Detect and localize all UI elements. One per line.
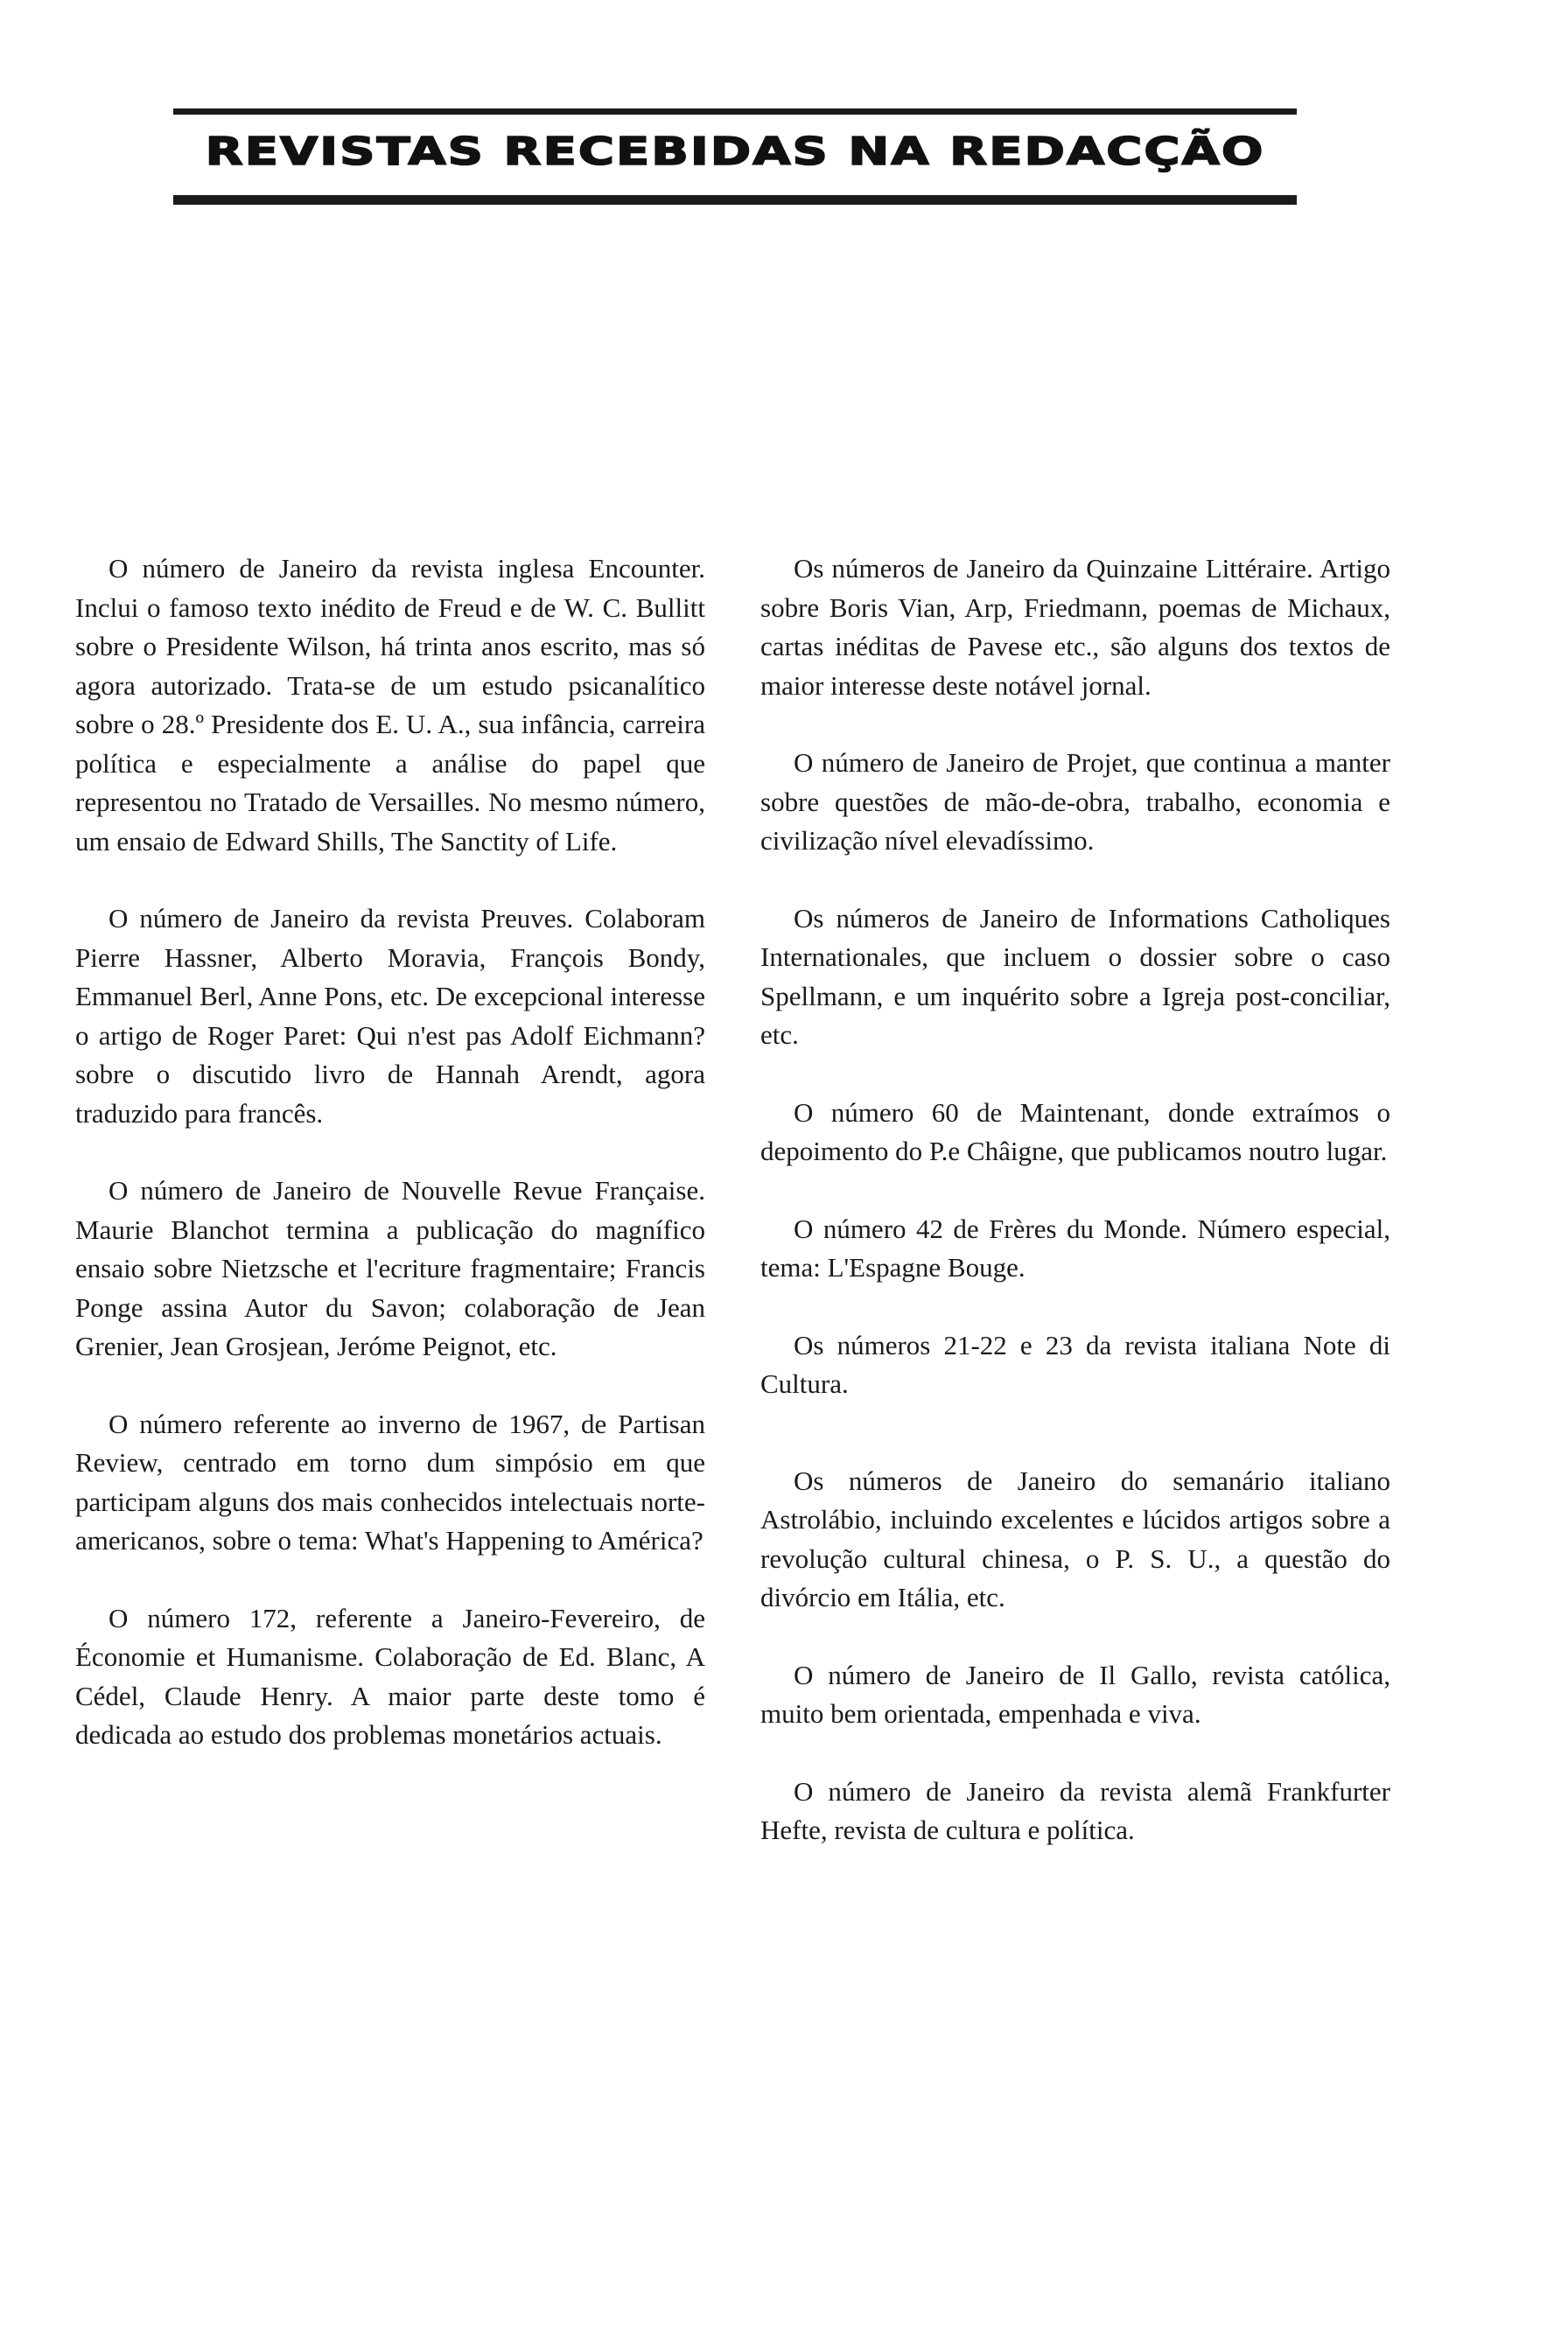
entry-freres-du-monde: O número 42 de Frères du Monde. Número especial, tema: L'Espagne Bouge. [760, 1213, 1390, 1283]
entry-maintenant: O número 60 de Maintenant, donde extraímos o depoimento do P.e Châigne, que publicamos noutro lugar. [760, 1096, 1390, 1166]
entry-partisan-review: O número referente ao inverno de 1967, de Partisan Review, centrado em torno dum simpósio em que participam alguns dos mais conhecidos intelectuais norte-americanos, sobre o tema: What's Happening to América? [75, 1408, 705, 1556]
entry-economie-et-humanisme: O número 172, referente a Janeiro-Fevereiro, de Économie et Humanisme. Colaboração de Ed. Blanc, A Cédel, Claude Henry. A maior parte deste tomo é dedicada ao estudo dos problemas monetários actuais. [75, 1602, 705, 1750]
page-title: REVISTAS RECEBIDAS NA REDACÇÃO [205, 129, 1265, 174]
header-top-rule [173, 108, 1297, 115]
entry-quinzaine-litteraire: Os números de Janeiro da Quinzaine Littéraire. Artigo sobre Boris Vian, Arp, Friedmann, poemas de Michaux, cartas inéditas de Pavese etc., são alguns dos textos de maior interesse deste notável jornal. [760, 553, 1390, 701]
entry-note-di-cultura: Os números 21-22 e 23 da revista italiana Note di Cultura. [760, 1329, 1390, 1399]
entry-preuves: O número de Janeiro da revista Preuves. Colaboram Pierre Hassner, Alberto Moravia, François Bondy, Emmanuel Berl, Anne Pons, etc. De excepcional interesse o artigo de Roger Paret: Qui n'est pas Adolf Eichmann? sobre o discutido livro de Hannah Arendt, agora traduzido para francês. [75, 903, 705, 1129]
page-header [173, 108, 1297, 205]
entry-informations-catholiques: Os números de Janeiro de Informations Catholiques Internationales, que incluem o dossier sobre o caso Spellmann, e um inquérito sobre a Igreja post-conciliar, etc. [760, 902, 1390, 1050]
header-bottom-rule [173, 195, 1297, 205]
entry-nouvelle-revue-francaise: O número de Janeiro de Nouvelle Revue Française. Maurie Blanchot termina a publicação do magnífico ensaio sobre Nietzsche et l'ecriture fragmentaire; Francis Ponge assina Autor du Savon; colaboração de Jean Grenier, Jean Grosjean, Jeróme Peignot, etc. [75, 1175, 705, 1361]
entry-astrolabio: Os números de Janeiro do semanário italiano Astrolábio, incluindo excelentes e lúcidos artigos sobre a revolução cultural chinesa, o P. S. U., a questão do divórcio em Itália, etc. [760, 1465, 1390, 1612]
left-column [75, 549, 705, 1755]
entry-il-gallo: O número de Janeiro de Il Gallo, revista católica, muito bem orientada, empenhada e viva. [760, 1659, 1390, 1729]
right-column [760, 549, 1390, 1850]
entry-encounter: O número de Janeiro da revista inglesa Encounter. Inclui o famoso texto inédito de Freud e de W. C. Bullitt sobre o Presidente Wilson, há trinta anos escrito, mas só agora autorizado. Trata-se de um estudo psicanalítico sobre o 28.º Presidente dos E. U. A., sua infância, carreira política e especialmente a análise do papel que representou no Tratado de Versailles. No mesmo número, um ensaio de Edward Shills, The Sanctity of Life. [75, 553, 705, 857]
entry-frankfurter-hefte: O número de Janeiro da revista alemã Frankfurter Hefte, revista de cultura e política. [760, 1775, 1390, 1845]
entry-projet: O número de Janeiro de Projet, que continua a manter sobre questões de mão-de-obra, trabalho, economia e civilização nível elevadíssimo. [760, 747, 1390, 856]
